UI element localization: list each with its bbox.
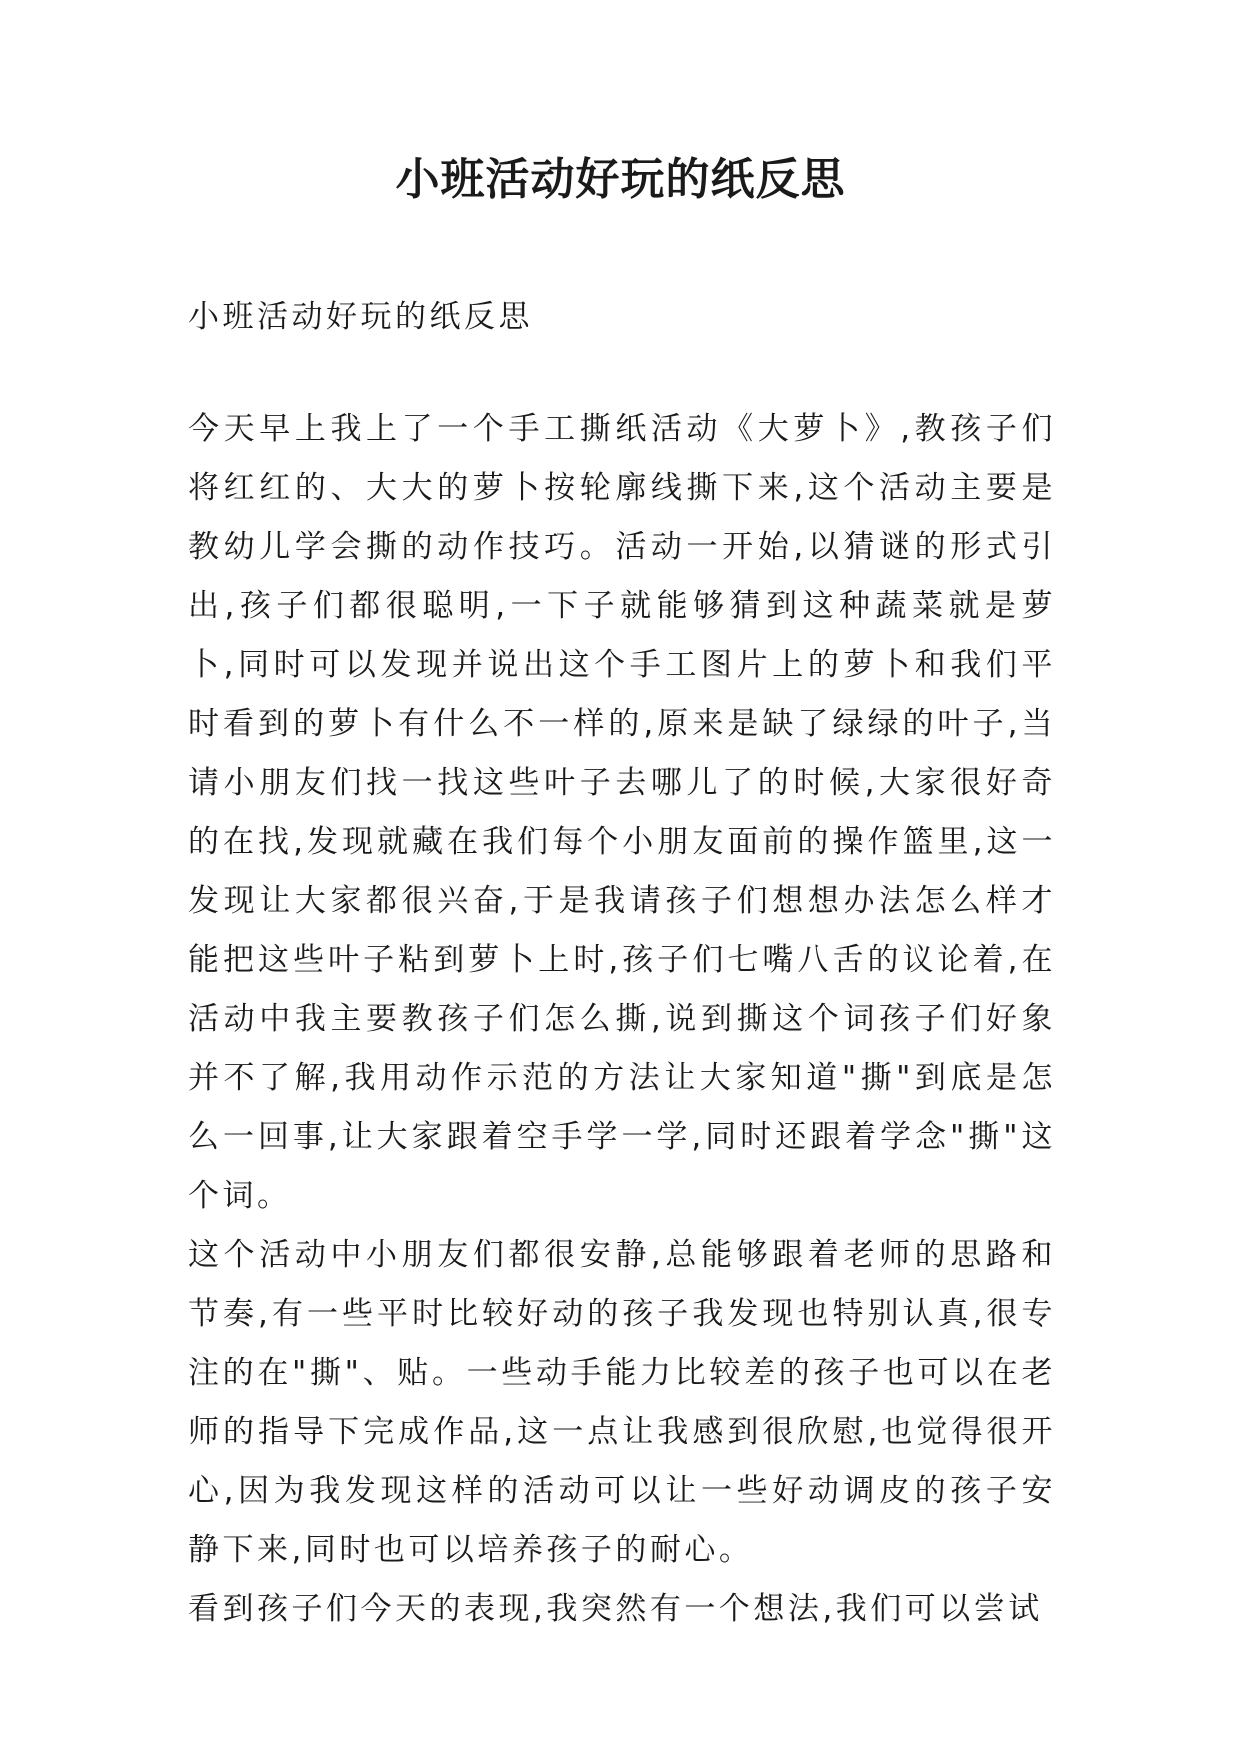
document-body xyxy=(188,400,1056,1639)
paragraph: 这个活动中小朋友们都很安静,总能够跟着老师的思路和节奏,有一些平时比较好动的孩子我发现也特别认真,很专注的在"撕"、贴。一些动手能力比较差的孩子也可以在老师的指导下完成作品,这一点让我感到很欣慰,也觉得很开心,因为我发现这样的活动可以让一些好动调皮的孩子安静下来,同时也可以培养孩子的耐心。 xyxy=(188,1237,1056,1568)
paragraph: 今天早上我上了一个手工撕纸活动《大萝卜》,教孩子们将红红的、大大的萝卜按轮廓线撕下来,这个活动主要是教幼儿学会撕的动作技巧。活动一开始,以猜谜的形式引出,孩子们都很聪明,一下子就能够猜到这种蔬菜就是萝卜,同时可以发现并说出这个手工图片上的萝卜和我们平时看到的萝卜有什么不一样的,原来是缺了绿绿的叶子,当请小朋友们找一找这些叶子去哪儿了的时候,大家很好奇的在找,发现就藏在我们每个小朋友面前的操作篮里,这一发现让大家都很兴奋,于是我请孩子们想想办法怎么样才能把这些叶子粘到萝卜上时,孩子们七嘴八舌的议论着,在活动中我主要教孩子们怎么撕,说到撕这个词孩子们好象并不了解,我用动作示范的方法让大家知道"撕"到底是怎么一回事,让大家跟着空手学一学,同时还跟着学念"撕"这个词。 xyxy=(188,411,1056,1214)
document-subtitle: 小班活动好玩的纸反思 xyxy=(188,299,533,335)
document-title: 小班活动好玩的纸反思 xyxy=(395,154,846,205)
paragraph: 看到孩子们今天的表现,我突然有一个想法,我们可以尝试 xyxy=(188,1591,1043,1627)
